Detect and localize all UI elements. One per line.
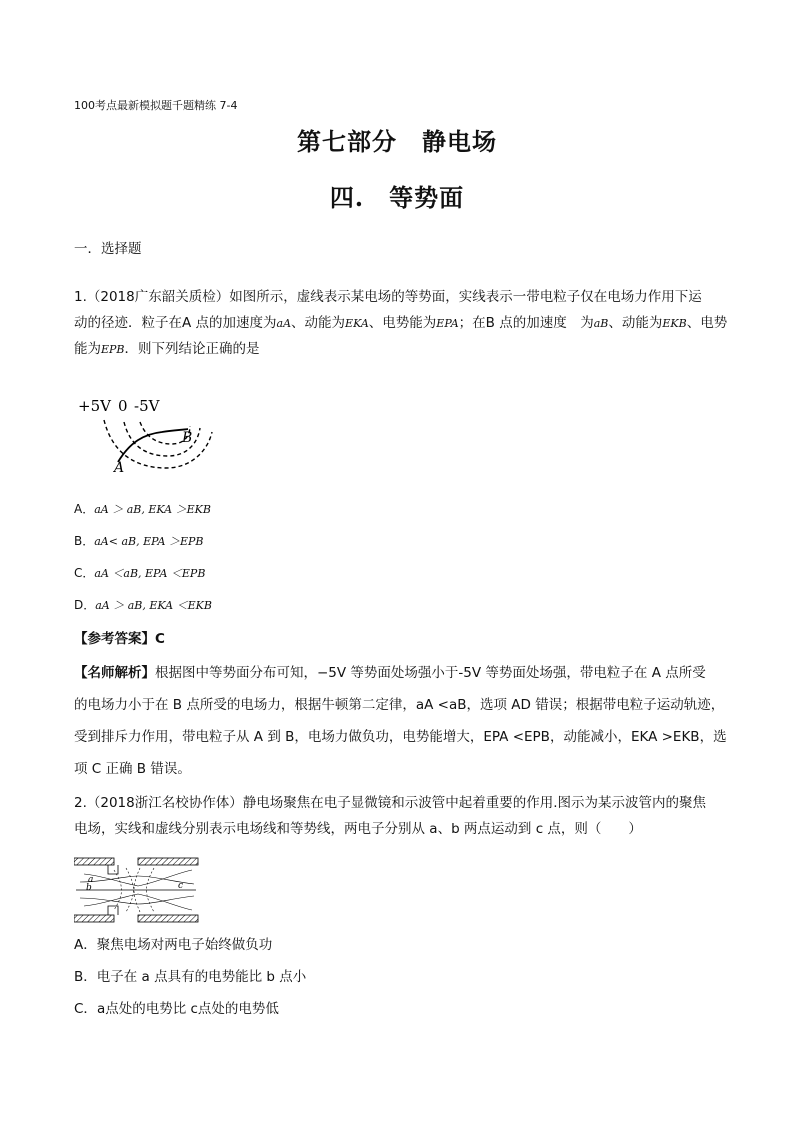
electrode-bottom-left bbox=[74, 915, 114, 922]
label-plus5v: +5V bbox=[78, 397, 111, 415]
field-line bbox=[80, 896, 194, 904]
page-title: 第七部分 静电场 bbox=[297, 127, 497, 156]
q1-line-2: 动的径迹．粒子在A 点的加速度为aA、动能为EKA、电势能为EPA；在B 点的加速度 为aB、动能为EKB、电势 bbox=[74, 315, 728, 331]
q1-line-3: 能为EPB．则下列结论正确的是 bbox=[74, 341, 260, 357]
q1-option-b[interactable]: B．aA< aB, EPA ＞EPB bbox=[74, 534, 204, 548]
q2-line-2: 电场，实线和虚线分别表示电场线和等势线，两电子分别从 a、b 两点运动到 c 点，则（ ） bbox=[74, 821, 642, 837]
focusing-field-figure bbox=[74, 856, 199, 926]
q2-option-c[interactable]: C．a点处的电势比 c点处的电势低 bbox=[74, 1001, 279, 1017]
electrode-top-left bbox=[74, 858, 114, 865]
q2-option-b[interactable]: B．电子在 a 点具有的电势能比 b 点小 bbox=[74, 969, 307, 985]
label-0v: 0 bbox=[118, 397, 128, 415]
section-label: 一．选择题 bbox=[74, 241, 142, 257]
q2-line-1: 2.（2018浙江名校协作体）静电场聚焦在电子显微镜和示波管中起着重要的作用.图示为某示波管内的聚焦 bbox=[74, 795, 707, 811]
q1-analysis-3: 受到排斥力作用，带电粒子从 A 到 B，电场力做负功，电势能增大，EPA <EPB，动能减小，EKA >EKB，选 bbox=[74, 729, 727, 745]
q1-analysis-4: 项 C 正确 B 错误。 bbox=[74, 761, 191, 777]
q1-analysis-2: 的电场力小于在 B 点所受的电场力，根据牛顿第二定律，aA <aB，选项 AD 错误；根据带电粒子运动轨迹， bbox=[74, 697, 725, 713]
document-code: 100考点最新模拟题千题精练 7-4 bbox=[74, 99, 238, 112]
field-line bbox=[80, 876, 194, 884]
q1-option-a[interactable]: A．aA ＞ aB, EKA ＞EKB bbox=[74, 502, 211, 516]
q1-answer: 【参考答案】C bbox=[74, 631, 165, 647]
label-minus5v: -5V bbox=[134, 397, 160, 415]
electrode-lip-top bbox=[108, 865, 118, 874]
q1-line-1: 1.（2018广东韶关质检）如图所示，虚线表示某电场的等势面，实线表示一带电粒子仅在电场力作用下运 bbox=[74, 289, 702, 305]
q1-analysis-1: 【名师解析】根据图中等势面分布可知，−5V 等势面处场强小于-5V 等势面处场强，带电粒子在 A 点所受 bbox=[74, 665, 706, 681]
label-point-b: B bbox=[182, 430, 193, 446]
label-point-b: b bbox=[86, 883, 92, 893]
label-point-c: c bbox=[178, 881, 184, 891]
q1-option-d[interactable]: D．aA ＞ aB, EKA ＜EKB bbox=[74, 598, 212, 612]
q1-option-c[interactable]: C．aA ＜aB, EPA ＜EPB bbox=[74, 566, 206, 580]
q2-option-a[interactable]: A．聚焦电场对两电子始终做负功 bbox=[74, 937, 273, 953]
electrode-bottom-right bbox=[138, 915, 198, 922]
electrode-top-right bbox=[138, 858, 198, 865]
electrode-lip-bottom bbox=[108, 906, 118, 915]
section-title: 四. 等势面 bbox=[329, 183, 465, 212]
equipotential-figure bbox=[74, 392, 224, 482]
label-point-a: a bbox=[88, 875, 94, 885]
label-point-a: A bbox=[114, 460, 125, 476]
